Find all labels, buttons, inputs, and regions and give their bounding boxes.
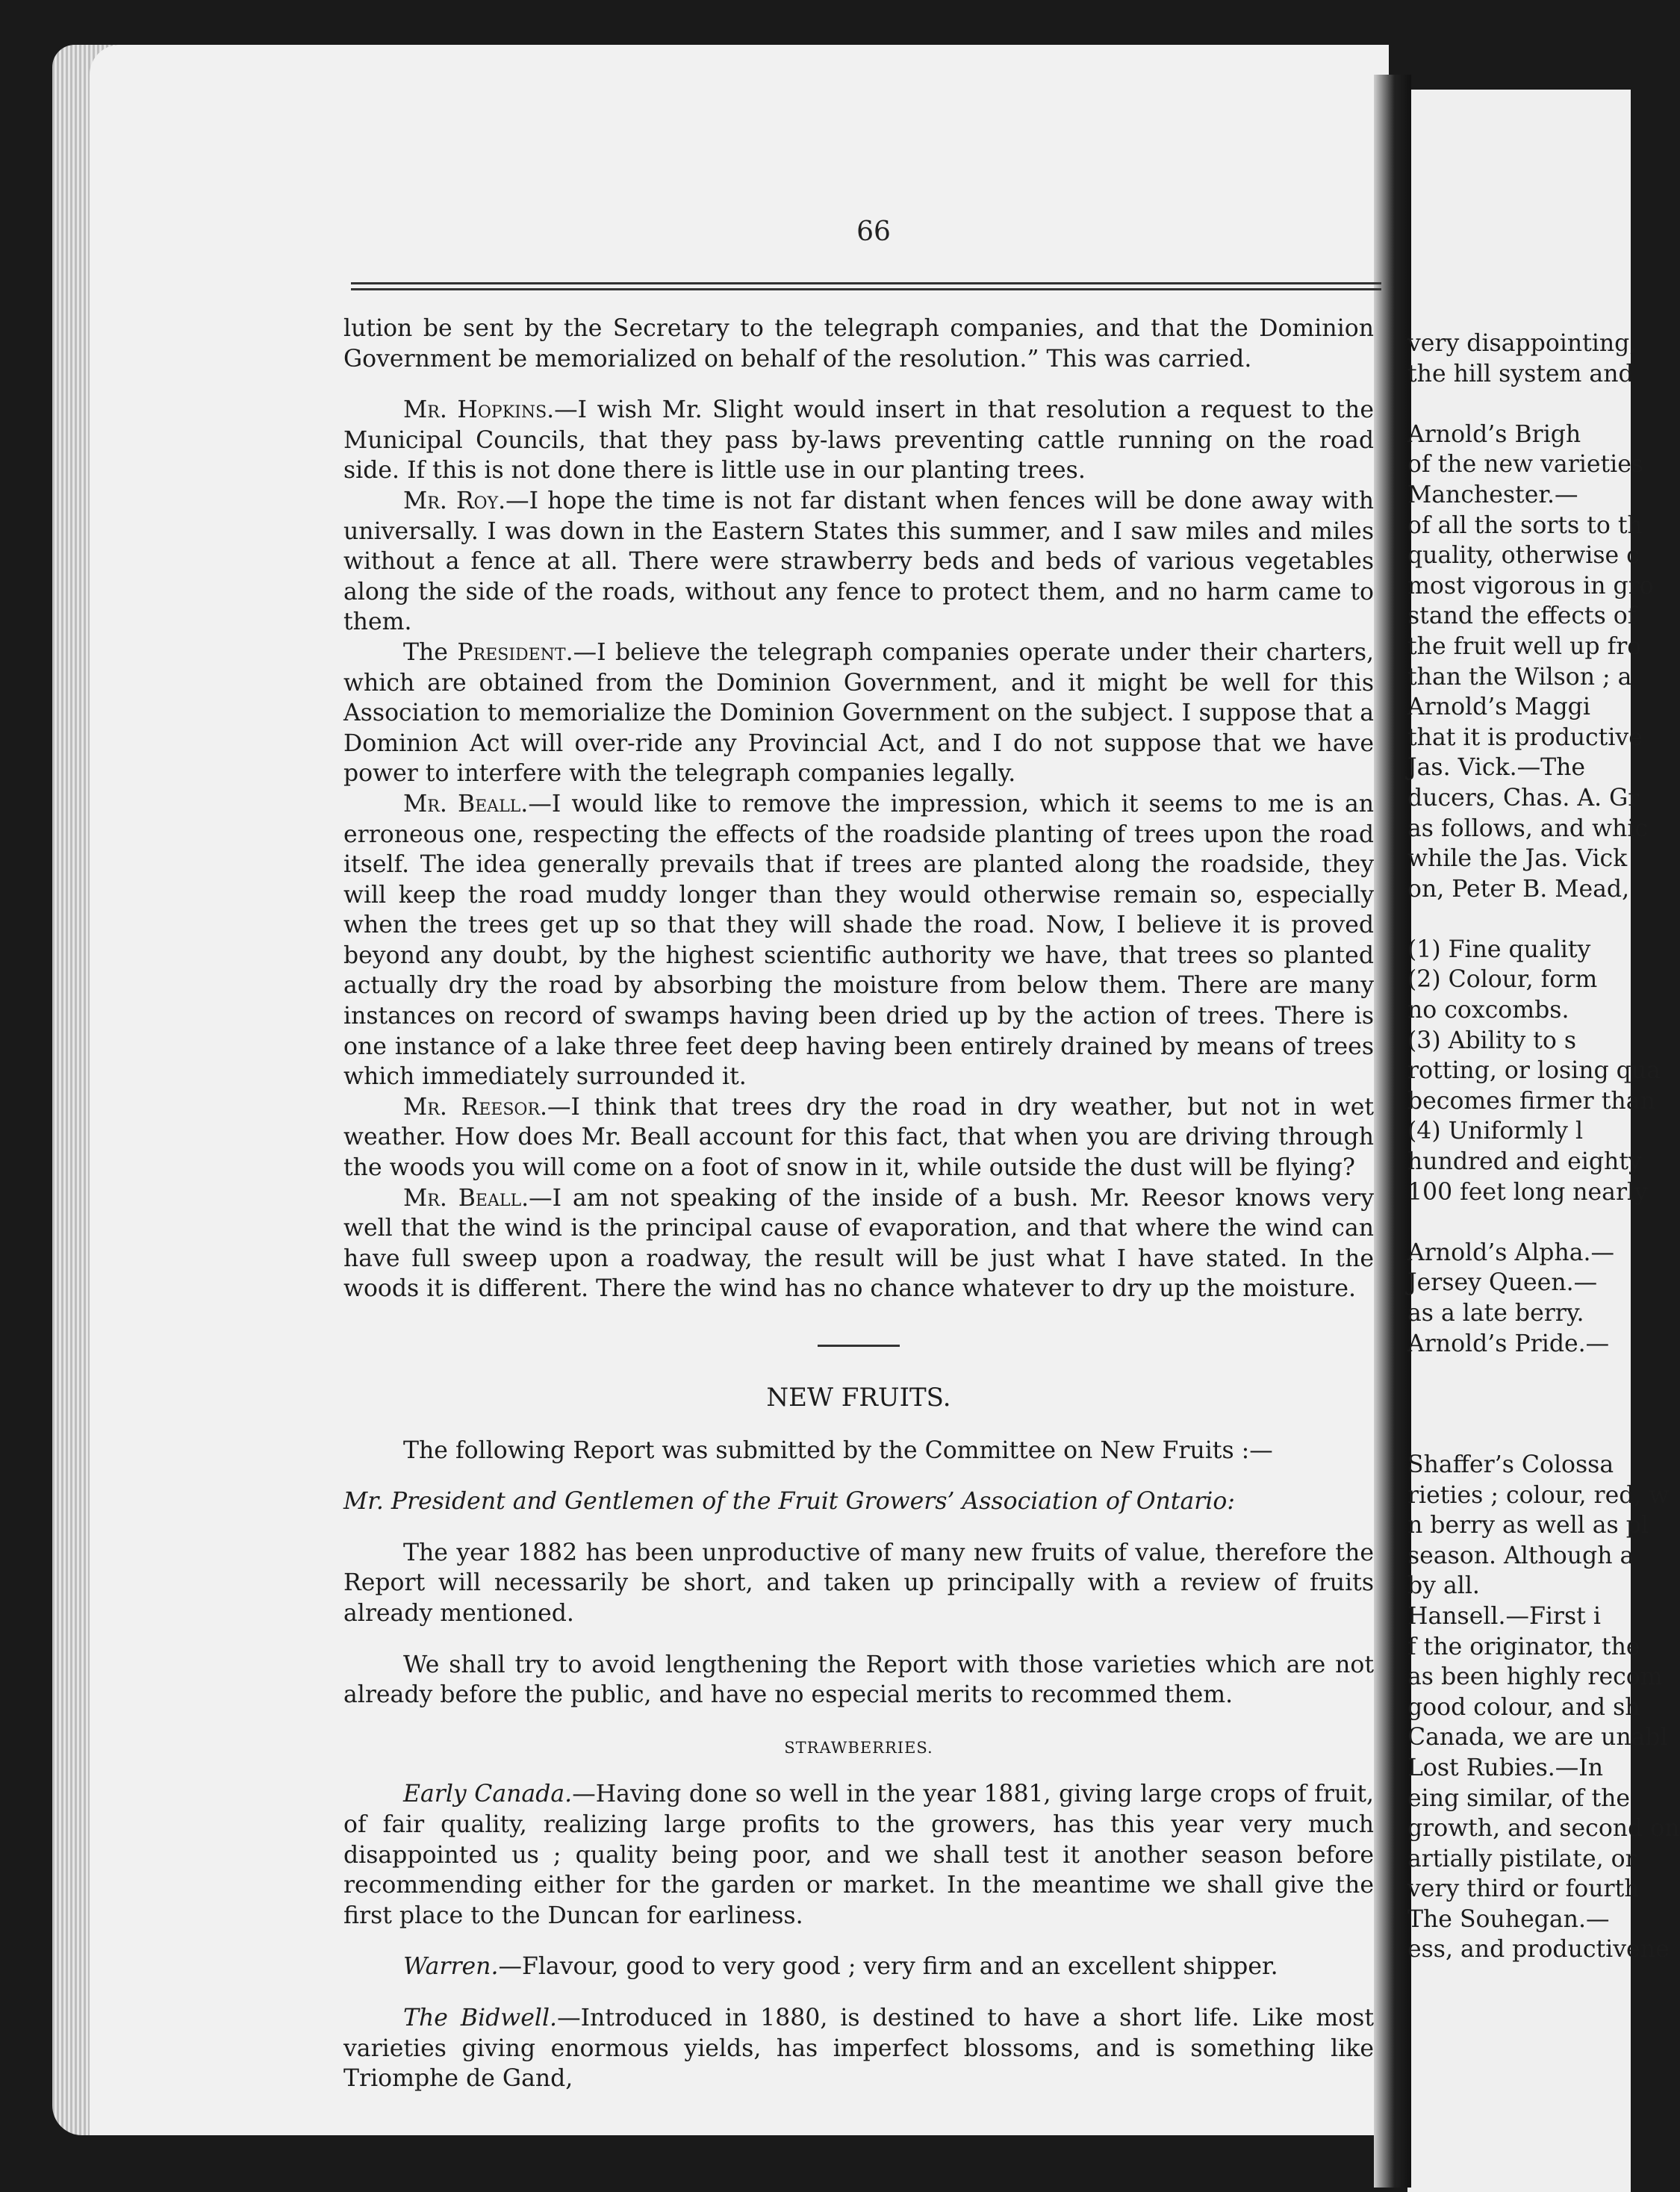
right-page-line: becomes firmer than [1407,1087,1655,1115]
paragraph: We shall try to avoid lengthening the Report with those varieties which are not already before the public, and have no especial merits to recommed them. [343,1651,1374,1709]
variety-name: Early Canada. [403,1781,573,1808]
right-page-line: ess, and productivene [1407,1936,1670,1964]
paragraph [343,395,1374,486]
paragraph: The year 1882 has been unproductive of many new fruits of value, therefore the Report will necessarily be short, and taken up principally with a review of fruits already mentioned. [343,1539,1374,1627]
right-page-line: Canada, we are unabl [1407,1724,1668,1752]
right-page-line: no coxcombs. [1407,997,1569,1024]
right-page-line: Arnold’s Maggi [1407,694,1590,721]
right-page-line: on, Peter B. Mead, [1407,875,1630,903]
speech: —I hope the time is not far distant when fences will be done away with universally. I was down in the Eastern States this summer, and I saw miles and miles without a fence at all. There were strawberry beds and beds of various vegetables along the side of the roads, without any fence to protect them, and no harm came to them. [343,487,1374,636]
right-page-line [1407,1389,1631,1420]
speech: —I think that trees dry the road in dry weather, but not in wet weather. How does Mr. Beall account for this fact, that when you are driving through the woods you will come on a foot of snow in it, while outside the dust will be flying? [343,1093,1375,1182]
right-page-line: rieties ; colour, red, w [1407,1481,1670,1509]
variety-text: —Having done so well in the year 1881, giving large crops of fruit, of fair quality, realizing large profits to the growers, has this year very much disappointed us ; quality being poor, and we shall test it another season before recommending either for the garden or market. In the meantime we shall give the first place to the Duncan for earliness. [343,1781,1375,1929]
right-page-line: Manchester.— [1407,481,1578,508]
book-gutter [1374,75,1411,2188]
paragraph [343,1092,1374,1183]
paragraph [343,1183,1374,1304]
right-page-line: (2) Colour, form [1407,966,1598,994]
paragraph [343,638,1374,789]
section-heading: NEW FRUITS. [766,1383,951,1413]
right-page-line: eing similar, of the [1407,1784,1631,1812]
right-page-line: season. Although a [1407,1542,1634,1569]
right-page-line: Arnold’s Brigh [1407,420,1581,448]
right-page-line: very disappointing, [1407,330,1637,357]
page-number: 66 [856,217,891,247]
right-page-line: (3) Ability to s [1407,1027,1577,1054]
speaker: Mr. Beall. [403,1184,529,1212]
right-page-line [1407,389,1631,420]
right-page-line: most vigorous in gro [1407,572,1654,600]
speaker: Mr. Reesor. [403,1093,548,1121]
right-page-line: Jersey Queen.— [1407,1269,1598,1297]
variety-name: Warren. [403,1953,499,1981]
paragraph: The following Report was submitted by the Committee on New Fruits :— [403,1436,1273,1464]
paragraph [343,2003,1374,2094]
variety-name: The Bidwell. [403,2004,558,2031]
right-page-line: growth, and second on [1407,1815,1680,1843]
right-page-line: as a late berry. [1407,1300,1584,1327]
speech: —I believe the telegraph companies operate under their charters, which are obtained from the Dominion Government, and it might be well for this Association to memorialize the Dominion Government on the subject. I suppose that a Dominion Act will over-ride any Provincial Act, and I do not suppose that we have power to interfere with the telegraph companies legally. [343,638,1374,788]
right-page-line: as follows, and whic [1407,815,1649,842]
speech: —I am not speaking of the inside of a bush. Mr. Reesor knows very well that the wind is the principal cause of evaporation, and that where the wind can have full sweep upon a roadway, the result will be just what I have stated. In the woods it is different. There the wind has no chance whatever to dry up the moisture. [343,1184,1374,1303]
right-page-line [1407,1419,1631,1450]
right-page-line: quality, otherwise c [1407,542,1640,570]
speaker: President. [457,638,573,666]
right-page-line: n berry as well as pl [1407,1512,1649,1539]
right-page-line: 100 feet long nearly [1407,1178,1648,1206]
right-page-line: while the Jas. Vick [1407,845,1628,873]
section-divider [818,1345,900,1347]
salutation: Mr. President and Gentlemen of the Fruit Growers’ Association of Ontario: [343,1488,1235,1516]
right-page-line: Lost Rubies.—In [1407,1754,1604,1781]
right-page-line: very third or fourth [1407,1875,1640,1903]
paragraph [343,1952,1374,1982]
right-page-line [1407,1207,1631,1238]
right-page-line [1407,1359,1631,1389]
paragraph: lution be sent by the Secretary to the telegraph companies, and that the Dominion Government be memorialized on behalf of the resolution.” This was carried. [343,315,1374,373]
right-page-line: f the originator, the [1407,1633,1640,1660]
right-page-line [1407,904,1631,935]
variety-text: —Introduced in 1880, is destined to have a short life. Like most varieties giving enormous yields, has imperfect blossoms, and is something like Triomphe de Gand, [343,2004,1374,2093]
speech: —I wish Mr. Slight would insert in that resolution a request to the Municipal Councils, that they pass by-laws preventing cattle running on the road side. If this is not done there is little use in our planting trees. [343,396,1374,485]
right-page-line: (4) Uniformly l [1407,1118,1584,1145]
paragraph [343,486,1374,638]
speech: —I would like to remove the impression, which it seems to me is an erroneous one, respecting the effects of the roadside planting of trees upon the road itself. The idea generally prevails that if trees are planted along the roadside, they will keep the road muddy longer than they would otherwise remain so, especially when the trees get up so that they will shade the road. Now, I believe it is proved beyond any doubt, by the highest scientific authority we have, that trees so planted actually dry the road by absorbing the moisture from below them. There are many instances on record of swamps having been dried up by the action of trees. There is one instance of a lake three feet deep having been entirely drained by means of trees which immediately surrounded it. [343,790,1375,1091]
right-page-line: Arnold’s Pride.— [1407,1330,1610,1357]
right-page-line: the hill system and [1407,360,1634,387]
speaker: Mr. Roy. [403,487,506,514]
speaker: Mr. Beall. [403,790,529,818]
right-page-line: hundred and eighty [1407,1148,1642,1176]
paragraph [343,789,1374,1092]
right-page-line: that it is productive [1407,723,1643,751]
right-page-text [1407,329,1680,1965]
right-page-line: The Souhegan.— [1407,1905,1610,1933]
speaker: Mr. Hopkins. [403,396,555,424]
right-page-line: Arnold’s Alpha.— [1407,1239,1615,1266]
right-page-line: the fruit well up fro [1407,632,1642,660]
right-page-line: Shaffer’s Colossa [1407,1451,1614,1478]
right-page-line: of all the sorts to th [1407,511,1643,539]
left-page-text [343,314,1374,2094]
right-page-line: rotting, or losing qua [1407,1057,1661,1085]
right-page-line: artially pistilate, or [1407,1845,1637,1872]
right-page-line: by all. [1407,1572,1480,1600]
right-page-line: Hansell.—First i [1407,1602,1601,1630]
right-page-line: (1) Fine quality [1407,935,1591,963]
paragraph [343,1779,1374,1931]
header-rule [351,282,1381,284]
right-page-line: Jas. Vick.—The [1407,754,1586,782]
right-page-line: as been highly recom [1407,1663,1663,1691]
speech-lead: The [403,638,458,666]
variety-text: —Flavour, good to very good ; very firm and an excellent shipper. [498,1953,1278,1981]
header-rule-2 [351,288,1381,290]
right-page-line: than the Wilson ; a [1407,663,1632,691]
right-page-line: of the new varieties [1407,451,1644,479]
right-page-line: ducers, Chas. A. Gr [1407,784,1640,812]
right-page-line: stand the effects of [1407,603,1637,630]
right-page-line: good colour, and sh [1407,1693,1640,1721]
subsection-heading: STRAWBERRIES. [784,1738,933,1757]
